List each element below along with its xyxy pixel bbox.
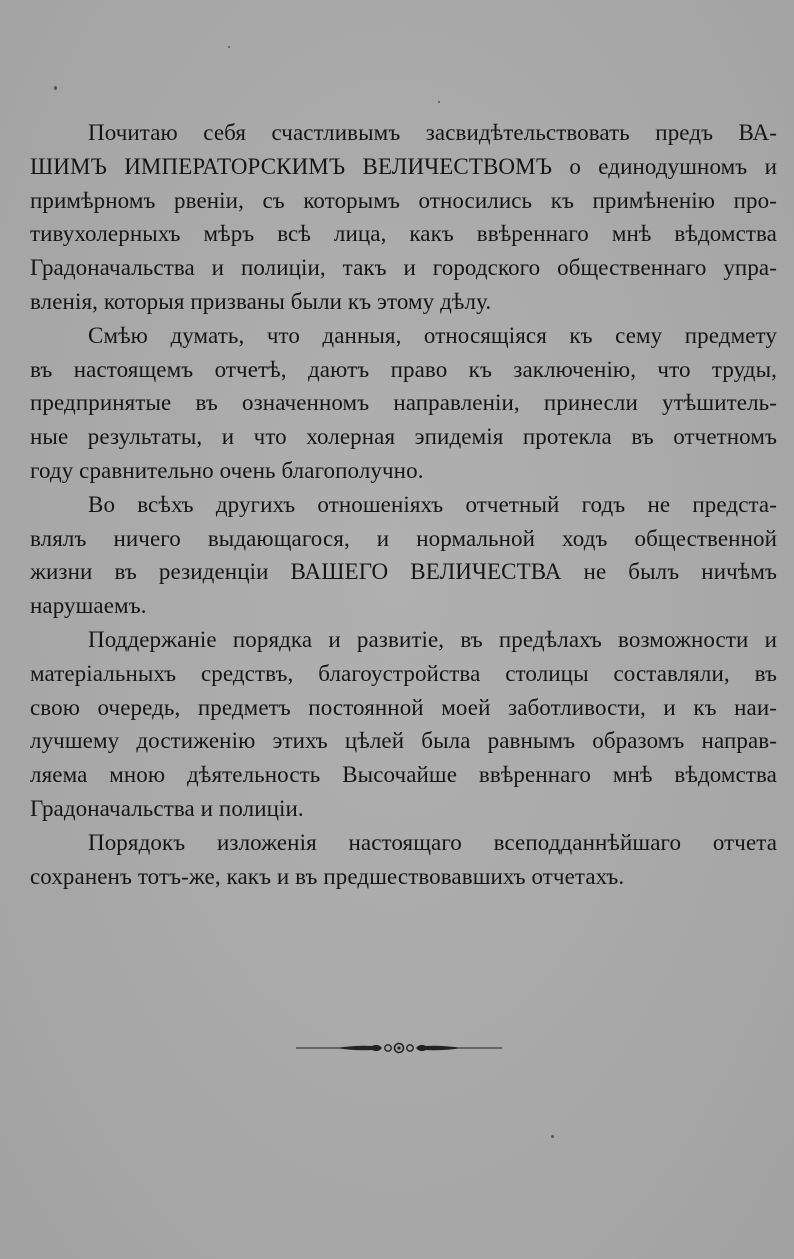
text-line: тивухолерныхъ мѣръ всѣ лица, какъ ввѣреннаго мнѣ вѣдомства xyxy=(30,221,777,247)
paper-speck xyxy=(54,86,57,90)
text-line: примѣрномъ рвеніи, съ которымъ относились къ примѣненію про- xyxy=(30,187,777,213)
report-text xyxy=(30,116,777,893)
text-line: Смѣю думать, что данныя, относящіяся къ сему предмету xyxy=(88,322,777,348)
text-line: свою очередь, предметъ постоянной моей заботливости, и къ наи- xyxy=(30,694,777,720)
text-line: Поддержаніе порядка и развитіе, въ предѣлахъ возможности и xyxy=(88,626,777,652)
text-line: году сравнительно очень благополучно. xyxy=(30,457,424,483)
text-line: Почитаю себя счастливымъ засвидѣтельствовать предъ ВА- xyxy=(88,120,777,145)
paragraph-3 xyxy=(30,488,777,623)
text-line: Градоначальства и полиціи. xyxy=(30,795,304,821)
text-line: предпринятые въ означенномъ направленіи, принесли утѣшитель- xyxy=(30,390,777,416)
text-line: сохраненъ тотъ-же, какъ и въ предшествовавшихъ отчетахъ. xyxy=(30,863,625,889)
paragraph-2 xyxy=(30,319,777,488)
paper-speck xyxy=(551,1135,554,1138)
paragraph-1 xyxy=(30,116,777,319)
paragraph-4 xyxy=(30,623,777,826)
text-line: влялъ ничего выдающагося, и нормальной ходъ общественной xyxy=(30,525,777,551)
paper-speck xyxy=(228,46,230,48)
text-line: Порядокъ изложенія настоящаго всеподданнѣйшаго отчета xyxy=(88,829,777,855)
text-line: Градоначальства и полиціи, такъ и городского общественнаго упра- xyxy=(30,255,777,281)
text-line: въ настоящемъ отчетѣ, даютъ право къ заключенію, что труды, xyxy=(30,356,777,382)
text-line: матеріальныхъ средствъ, благоустройства столицы составляли, въ xyxy=(30,660,777,686)
text-line: Во всѣхъ другихъ отношеніяхъ отчетный годъ не предста- xyxy=(88,491,777,517)
decorative-rule-icon xyxy=(296,1040,502,1056)
text-line: нарушаемъ. xyxy=(30,593,147,619)
paper-speck xyxy=(438,101,440,103)
text-line: ляема мною дѣятельность Высочайше ввѣреннаго мнѣ вѣдомства xyxy=(30,762,777,788)
text-line: ШИМЪ ИМПЕРАТОРСКИМЪ ВЕЛИЧЕСТВОМЪ о единодушномъ и xyxy=(30,153,777,179)
text-line: жизни въ резиденціи ВАШЕГО ВЕЛИЧЕСТВА не былъ ничѣмъ xyxy=(30,559,777,585)
text-line: вленія, которыя призваны были къ этому дѣлу. xyxy=(30,288,492,314)
text-line: лучшему достиженію этихъ цѣлей была равнымъ образомъ направ- xyxy=(30,728,777,754)
text-line: ные результаты, и что холерная эпидемія протекла въ отчетномъ xyxy=(30,424,777,450)
paragraph-5 xyxy=(30,826,777,894)
